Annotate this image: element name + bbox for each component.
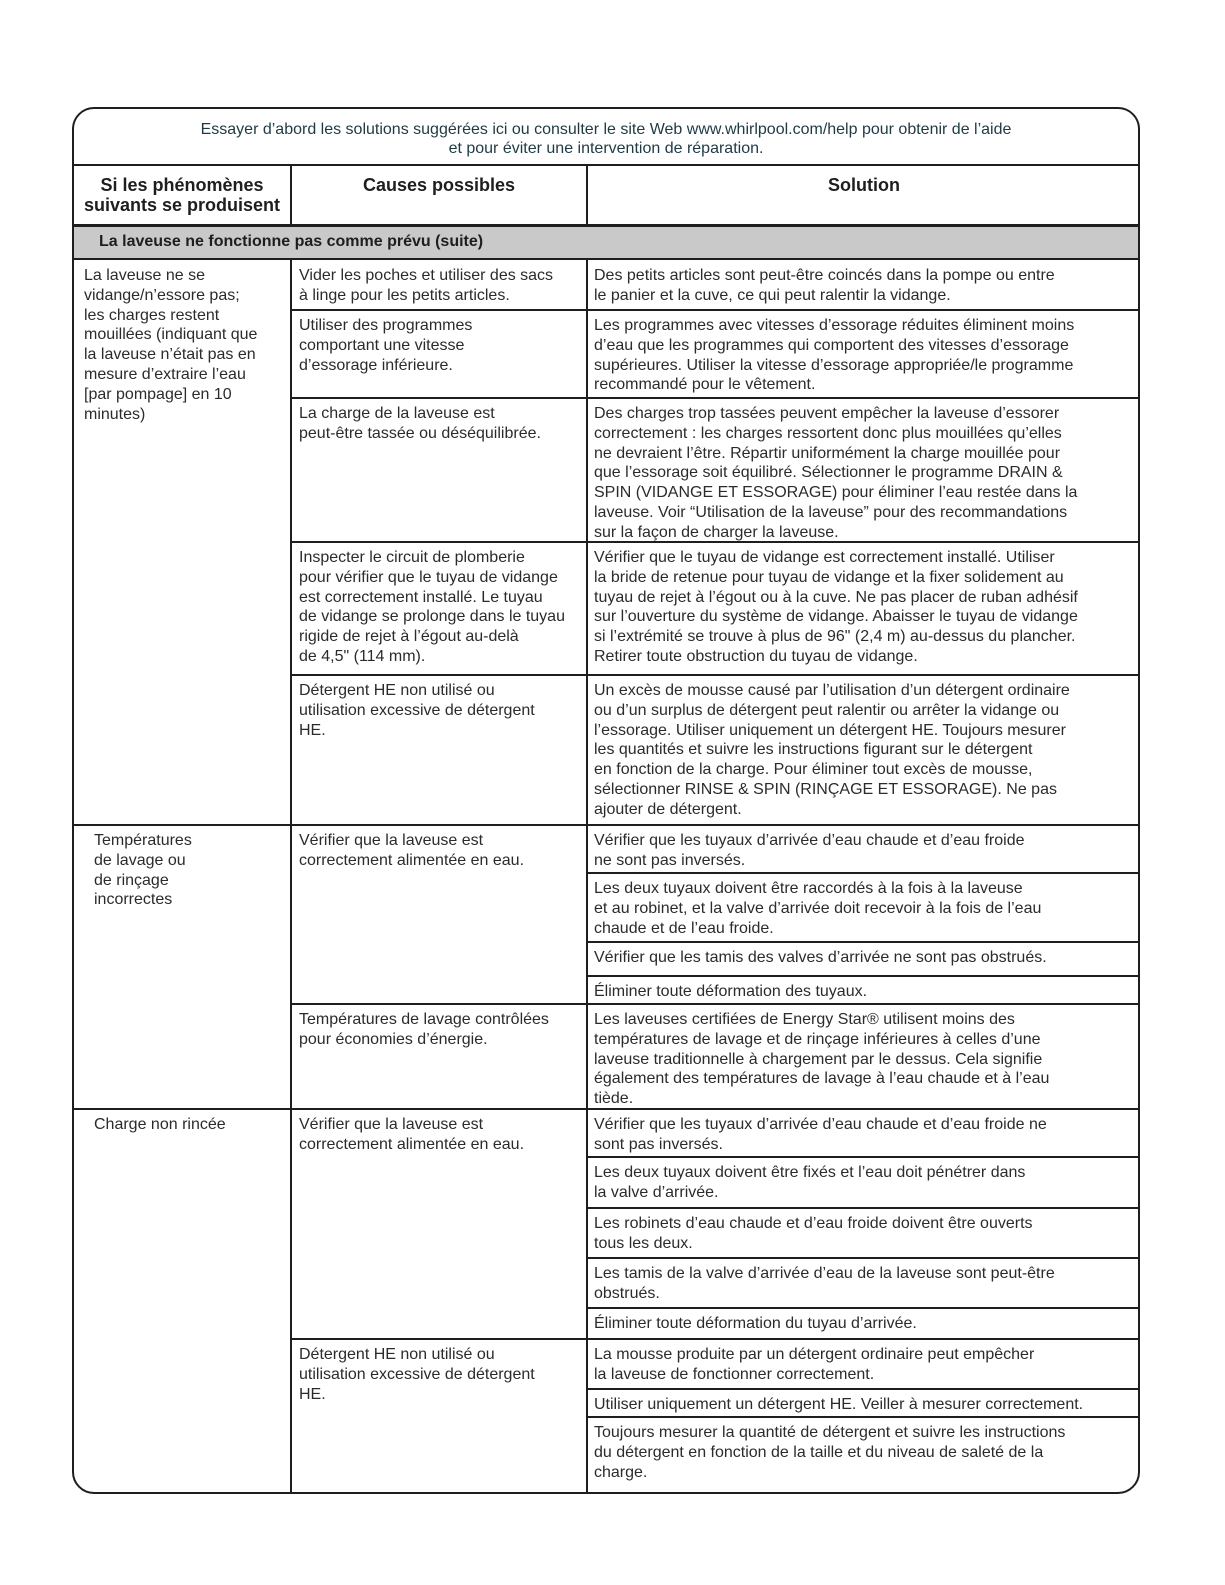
solution-text: laveuse traditionnelle à chargement par le dessus. Cela signifie <box>594 1050 1043 1068</box>
solution-text: chaude et de l’eau froide. <box>594 919 774 937</box>
problem-text: Charge non rincée <box>94 1116 226 1133</box>
row-divider <box>586 975 1140 977</box>
problem-text: [par pompage] en 10 <box>84 385 232 403</box>
solution-text: La mousse produite par un détergent ordinaire peut empêcher <box>594 1346 1035 1363</box>
row-divider <box>290 674 586 676</box>
cause-text: de vidange se prolonge dans le tuyau <box>299 608 565 626</box>
row-divider <box>74 1108 290 1110</box>
cause-text: HE. <box>299 721 326 739</box>
solution-text: l’essorage. Utiliser uniquement un détergent HE. Toujours mesurer <box>594 721 1066 739</box>
solution-text: ne sont pas inversés. <box>594 851 746 869</box>
row-divider <box>586 541 1140 543</box>
solution-text: ou d’un surplus de détergent peut ralentir ou arrêter la vidange ou <box>594 701 1060 719</box>
row-divider <box>290 541 586 543</box>
section-title: La laveuse ne fonctionne pas comme prévu (suite) <box>74 224 1138 260</box>
solution-text: Les tamis de la valve d’arrivée d’eau de la laveuse sont peut-être <box>594 1265 1055 1282</box>
solution-text: du détergent en fonction de la taille et du niveau de saleté de la <box>594 1443 1044 1461</box>
solution-text: sont pas inversés. <box>594 1135 723 1153</box>
cause-text: La charge de la laveuse est <box>299 405 495 422</box>
row-divider <box>586 1207 1140 1209</box>
solution-text: Éliminer toute déformation du tuyau d’arrivée. <box>594 1315 917 1332</box>
row-divider <box>586 397 1140 399</box>
solution-text: laveuse. Voir “Utilisation de la laveuse” pour des recommandations <box>594 504 1068 521</box>
solution-text: Toujours mesurer la quantité de détergent et suivre les instructions <box>594 1424 1066 1441</box>
cause-text: Vider les poches et utiliser des sacs <box>299 267 554 284</box>
solution-text: ne devraient l’être. Répartir uniformément la charge mouillée pour <box>594 444 1061 462</box>
solution-text: Vérifier que les tuyaux d’arrivée d’eau chaude et d’eau froide <box>594 832 1025 849</box>
solution-text: Vérifier que le tuyau de vidange est correctement installé. Utiliser <box>594 549 1055 566</box>
cause-text: utilisation excessive de détergent <box>299 1365 535 1383</box>
solution-text: Des petits articles sont peut-être coincés dans la pompe ou entre <box>594 267 1055 284</box>
problem-text: mouillées (indiquant que <box>84 326 258 344</box>
row-divider <box>586 1307 1140 1309</box>
row-divider <box>586 872 1140 874</box>
solution-text: et au robinet, et la valve d’arrivée doit recevoir à la fois de l’eau <box>594 899 1042 917</box>
solution-text: Des charges trop tassées peuvent empêcher la laveuse d’essorer <box>594 405 1060 422</box>
row-divider <box>586 309 1140 311</box>
solution-text: que l’essorage soit équilibré. Sélectionner le programme DRAIN & <box>594 464 1063 482</box>
cause-text: pour économies d’énergie. <box>299 1030 488 1048</box>
row-divider <box>290 1003 586 1005</box>
header-divider <box>586 166 588 224</box>
cause-text: est correctement installé. Le tuyau <box>299 588 543 606</box>
intro-line: et pour éviter une intervention de réparation. <box>448 140 764 157</box>
row-divider <box>290 397 586 399</box>
problem-text: de lavage ou <box>94 851 186 869</box>
solution-text: Les robinets d’eau chaude et d’eau froide doivent être ouverts <box>594 1215 1033 1232</box>
cause-text: d’essorage inférieure. <box>299 356 453 374</box>
row-divider <box>586 941 1140 943</box>
solution-text: supérieures. Utiliser la vitesse d’essorage appropriée/le programme <box>594 356 1074 374</box>
solution-text: Utiliser uniquement un détergent HE. Veiller à mesurer correctement. <box>594 1396 1084 1413</box>
row-divider <box>290 1108 586 1110</box>
solution-text: en fonction de la charge. Pour éliminer tout excès de mousse, <box>594 761 1033 779</box>
solution-text: tuyau de rejet à l’égout ou à la cuve. Ne pas placer de ruban adhésif <box>594 588 1078 606</box>
header-solution: Solution <box>828 175 900 195</box>
solution-text: d’eau que les programmes qui comportent des vitesses d’essorage <box>594 336 1069 354</box>
row-divider <box>586 1003 1140 1005</box>
row-divider <box>586 674 1140 676</box>
header-problem-line: suivants se produisent <box>83 195 281 215</box>
solution-text: ajouter de détergent. <box>594 800 742 818</box>
solution-text: la laveuse de fonctionner correctement. <box>594 1365 875 1383</box>
solution-text: charge. <box>594 1463 648 1481</box>
solution-text: tiède. <box>594 1090 634 1108</box>
solution-text: Les deux tuyaux doivent être fixés et l’eau doit pénétrer dans <box>594 1164 1026 1181</box>
row-divider <box>290 824 586 826</box>
row-divider <box>586 1108 1140 1110</box>
row-divider <box>586 1156 1140 1158</box>
row-divider <box>586 1416 1140 1418</box>
solution-text: Retirer toute obstruction du tuyau de vidange. <box>594 648 918 665</box>
cause-text: Vérifier que la laveuse est <box>299 832 484 849</box>
solution-text: Un excès de mousse causé par l’utilisation d’un détergent ordinaire <box>594 682 1070 699</box>
solution-text: Vérifier que les tamis des valves d’arrivée ne sont pas obstrués. <box>594 949 1047 966</box>
row-divider <box>290 1338 586 1340</box>
solution-text: tous les deux. <box>594 1234 693 1252</box>
problem-text: incorrectes <box>94 891 173 909</box>
problem-text: vidange/n’essore pas; <box>84 286 240 304</box>
cause-text: utilisation excessive de détergent <box>299 701 535 719</box>
header-problem <box>74 166 290 224</box>
problem-text: Températures <box>94 832 192 849</box>
solution-text: Éliminer toute déformation des tuyaux. <box>594 983 868 1000</box>
solution-text: le panier et la cuve, ce qui peut ralentir la vidange. <box>594 286 951 304</box>
troubleshooting-table <box>72 107 1140 1494</box>
solution-text: Les laveuses certifiées de Energy Star® utilisent moins des <box>594 1011 1015 1028</box>
solution-text: obstrués. <box>594 1284 660 1302</box>
problem-text: La laveuse ne se <box>84 267 205 284</box>
solution-text: si l’extrémité se trouve à plus de 96" (2,4 m) au-dessus du plancher. <box>594 628 1076 646</box>
intro-banner <box>74 109 1138 166</box>
solution-text: Les programmes avec vitesses d’essorage réduites éliminent moins <box>594 317 1075 334</box>
solution-text: SPIN (VIDANGE ET ESSORAGE) pour éliminer l’eau restée dans la <box>594 484 1078 502</box>
solution-text: correctement : les charges ressortent donc plus mouillées qu’elles <box>594 424 1062 442</box>
cause-text: peut-être tassée ou déséquilibrée. <box>299 424 541 442</box>
row-divider <box>74 824 290 826</box>
cause-text: Détergent HE non utilisé ou <box>299 682 495 699</box>
solution-text: la valve d’arrivée. <box>594 1183 719 1201</box>
cause-text: de 4,5" (114 mm). <box>299 648 426 665</box>
cause-text: correctement alimentée en eau. <box>299 1135 525 1153</box>
column-divider <box>290 260 292 1494</box>
solution-text: sur l’ouverture du système de vidange. Abaisser le tuyau de vidange <box>594 608 1078 626</box>
row-divider <box>586 1388 1140 1390</box>
problem-text: de rinçage <box>94 871 169 889</box>
cause-text: correctement alimentée en eau. <box>299 851 525 869</box>
cause-text: pour vérifier que le tuyau de vidange <box>299 568 558 586</box>
problem-text: la laveuse n’était pas en <box>84 346 256 364</box>
problem-text: les charges restent <box>84 306 220 324</box>
solution-text: la bride de retenue pour tuyau de vidange et la fixer solidement au <box>594 568 1064 586</box>
cause-text: Inspecter le circuit de plomberie <box>299 549 525 566</box>
cause-text: Vérifier que la laveuse est <box>299 1116 484 1133</box>
cause-text: Utiliser des programmes <box>299 317 473 334</box>
header-problem-line: Si les phénomènes <box>100 175 264 195</box>
row-divider <box>586 1257 1140 1259</box>
cause-text: comportant une vitesse <box>299 336 465 354</box>
cause-text: Détergent HE non utilisé ou <box>299 1346 495 1363</box>
intro-line: Essayer d’abord les solutions suggérées ici ou consulter le site Web www.whirlpool.com/help pour obtenir de l’aide <box>200 121 1012 138</box>
row-divider <box>586 824 1140 826</box>
solution-text: les quantités et suivre les instructions figurant sur le détergent <box>594 741 1033 759</box>
solution-text: recommandé pour le vêtement. <box>594 376 816 394</box>
row-divider <box>290 309 586 311</box>
solution-text: Les deux tuyaux doivent être raccordés à la fois à la laveuse <box>594 880 1023 897</box>
row-divider <box>586 1338 1140 1340</box>
problem-text: mesure d’extraire l’eau <box>84 366 246 383</box>
header-divider <box>290 166 292 224</box>
cause-text: Températures de lavage contrôlées <box>299 1011 549 1028</box>
cause-text: HE. <box>299 1385 326 1403</box>
solution-text: sélectionner RINSE & SPIN (RINÇAGE ET ESSORAGE). Ne pas <box>594 781 1057 798</box>
solution-text: températures de lavage et de rinçage inférieures à celles d’une <box>594 1030 1041 1048</box>
problem-text: minutes) <box>84 405 146 423</box>
solution-text: également des températures de lavage à l’eau chaude et à l’eau <box>594 1070 1050 1088</box>
header-causes: Causes possibles <box>362 175 516 195</box>
solution-text: Vérifier que les tuyaux d’arrivée d’eau chaude et d’eau froide ne <box>594 1116 1047 1133</box>
solution-text: sur la façon de charger la laveuse. <box>594 523 839 541</box>
cause-text: à linge pour les petits articles. <box>299 286 510 304</box>
cause-text: rigide de rejet à l’égout au-delà <box>299 628 519 646</box>
